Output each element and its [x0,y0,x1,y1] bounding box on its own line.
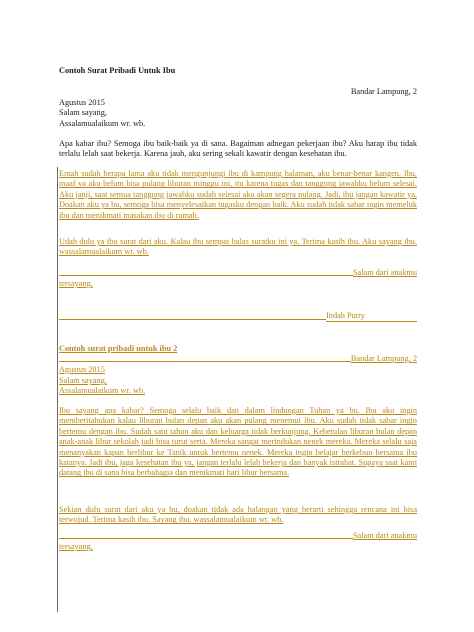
letter1-title: Contoh Surat Pribadi Untuk Ibu [59,66,176,75]
letter1-place-date: Bandar Lampung, 2 [350,87,417,96]
letter1-paragraph-2: Entah sudah berapa lama aku tidak mengunjungi ibu di kampung halaman, aku benar-benar kangen. Ibu, maaf ya aku belum bisa pulang liburan minggu ini, itu karena tugas dan tanggung jawabku belum selesai. Aku janji, saat semua tanggung jawabku sudah selesai aku akan segera pulang. Jadi, ibu jangan kawatir ya. Doakan aku ya bu, semoga bisa menyelesaikan tugasku dengan baik. Aku sudah tidak sabar ingin memeluk ibu dan menikmati masakan ibu di rumah. [59,169,417,220]
letter1-signature: Indah Putry [326,311,417,322]
letter2-place-line [59,354,417,364]
letter2-paragraph-2: Sekian dulu surat dari aku ya bu, doakan tidak ada halangan yang berarti sehingga rencana ini bisa terwujud. Terima kasih ibu. Sayang ibu. wassalamualaikum wr. wb. [59,505,417,525]
letter2-date: Agustus 2015 [59,365,105,374]
revision-change-bar [57,167,58,612]
letter1-paragraph-3: Udah dulu ya ibu surat dari aku. Kalau ibu sempat balas suratku ini ya. Terima kasih ibu. Aku sayang ibu. wassalamualaikum wr. wb. [59,237,417,257]
letter1-date: Agustus 2015 [59,98,105,107]
letter2-paragraph-1: Ibu sayang apa kabar? Semoga selalu baik dan dalam lindungan Tuhan ya bu. Ibu aku ingin memberitahukan kalau liburan bulan depan aku akan pulang menemui ibu. Aku sudah tidak sabar ingin bertemu dengan ibu. Sudah satu tahun aku dan keluarga tidak berkunjung. Kebetulan liburan bulan depan anak-anak libur sekolah jadi bisa turut serta. Mereka sangat merindukan nenek mereka. Mereka selalu saja menanyakan kapan berlibur ke Tanik untuk bertemu nenek. Mereka ingin belajar berkebun bersama ibu katanya. Jadi ibu, jaga kesehatan ibu ya, jangan terlalu lelah bekerja dan banyak istrahat. Supaya saat kami datang ibu di sana bisa berbahagia dan menikmati hari libur bersama. [59,406,417,478]
letter1-closing-line [59,268,417,278]
letter2-closing-2: tersayang, [59,542,93,551]
letter1-greeting: Salam sayang, [59,108,107,117]
letter2-place-date: Bandar Lampung, 2 [350,354,417,363]
letter2-greeting: Salam sayang, [59,376,107,385]
letter2-salam: Assalamualaikum wr. wb. [59,386,146,395]
letter1-closing-1: Salam dari anakmu [352,268,417,277]
letter2-title: Contoh surat pribadi untuk ibu 2 [59,344,178,353]
letter2-closing-1: Salam dari anakmu [352,531,417,540]
letter1-closing-2: tersayang, [59,279,93,288]
letter2-closing-line [59,531,417,541]
letter1-signature-line [59,311,417,322]
letter1-salam: Assalamualaikum wr. wb. [59,119,146,128]
letter1-paragraph-1: Apa kabar ibu? Semoga ibu baik-baik ya di sana. Bagaiman adnegan pekerjaan ibu? Aku harap ibu tidak terlalu lelah saat bekerja. Karena jauh, aku sering sekali kawatir dengan kesehatan ibu. [59,139,417,159]
